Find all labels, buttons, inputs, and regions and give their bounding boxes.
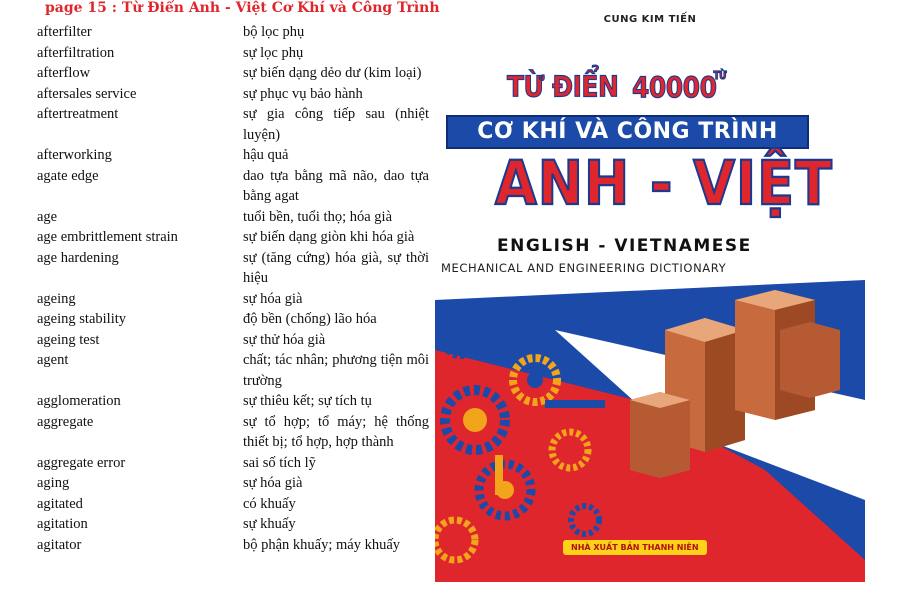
- entry-definition: hậu quả: [243, 147, 289, 163]
- entry-term: agate edge: [37, 167, 99, 184]
- dictionary-entry: [37, 514, 432, 535]
- entry-definition: sự thử hóa già: [243, 331, 326, 348]
- entry-definition: sự lọc phụ: [243, 44, 304, 61]
- cover-word-count: [632, 71, 726, 104]
- entry-term: afterfiltration: [37, 44, 115, 61]
- dictionary-entry: [37, 227, 432, 248]
- dictionary-entry: [37, 248, 432, 289]
- entry-definition: sự thiêu kết; sự tích tụ: [243, 393, 372, 409]
- dictionary-entry: [37, 309, 432, 330]
- entry-term: age hardening: [37, 249, 119, 266]
- page-title: page 15 : Từ Điển Anh - Việt Cơ Khí và Công Trình: [45, 0, 440, 16]
- dictionary-entry: [37, 473, 432, 494]
- entry-term: aggregate error: [37, 454, 126, 471]
- dictionary-entry: [37, 330, 432, 351]
- entry-term: age: [37, 208, 58, 225]
- cover-english-title: ENGLISH - VIETNAMESE: [497, 236, 752, 256]
- entry-definition: sai số tích lỹ: [243, 454, 316, 471]
- entry-definition: sự biến dạng dẻo dư (kim loại): [243, 65, 422, 81]
- dictionary-entries: [37, 22, 432, 584]
- dictionary-entry: [37, 104, 432, 145]
- cover-english-subtitle: MECHANICAL AND ENGINEERING DICTIONARY: [441, 261, 727, 275]
- entry-term: afterworking: [37, 147, 112, 163]
- entry-definition: bộ phận khuấy; máy khuấy: [243, 536, 401, 553]
- dictionary-entry: [37, 145, 432, 166]
- entry-term: aftertreatment: [37, 106, 119, 122]
- entry-term: ageing test: [37, 331, 100, 348]
- entry-definition: có khuấy: [243, 495, 296, 512]
- dictionary-entry: [37, 22, 432, 43]
- cover-main-title: ANH - VIỆT: [495, 148, 833, 219]
- entry-term: ageing: [37, 290, 76, 307]
- cover-title-prefix: TỪ ĐIỂN: [507, 69, 619, 104]
- cover-author: CUNG KIM TIẾN: [603, 14, 697, 25]
- entry-term: agitator: [37, 536, 82, 553]
- entry-term: aftersales service: [37, 85, 137, 102]
- entry-definition: sự gia công tiếp sau (nhiệt luyện): [243, 106, 429, 143]
- dictionary-entry: [37, 453, 432, 474]
- cover-publisher: NHÀ XUẤT BẢN THANH NIÊN: [563, 540, 707, 555]
- entry-definition: bộ lọc phụ: [243, 24, 305, 40]
- entry-definition: sự hóa già: [243, 475, 303, 491]
- dictionary-entry: [37, 207, 432, 228]
- entry-definition: sự biến dạng giòn khi hóa già: [243, 229, 415, 245]
- entry-definition: dao tựa bằng mã não, dao tựa bằng agat: [243, 167, 429, 204]
- dictionary-entry: [37, 494, 432, 515]
- entry-term: agitated: [37, 495, 83, 512]
- entry-term: afterfilter: [37, 24, 92, 40]
- entry-definition: độ bền (chống) lão hóa: [243, 311, 377, 327]
- entry-definition: sự hóa già: [243, 290, 303, 307]
- entry-term: aggregate: [37, 413, 94, 430]
- entry-term: agent: [37, 352, 69, 368]
- dictionary-entry: [37, 412, 432, 453]
- cover-number: 40000: [632, 70, 717, 105]
- entry-term: age embrittlement strain: [37, 229, 178, 245]
- dictionary-entry: [37, 63, 432, 84]
- entry-term: aging: [37, 475, 70, 491]
- entry-term: ageing stability: [37, 311, 126, 327]
- entry-term: afterflow: [37, 65, 91, 81]
- entry-definition: sự (tăng cứng) hóa già, sự thời hiệu: [243, 249, 429, 286]
- dictionary-entry: [37, 350, 432, 391]
- entry-definition: sự phục vụ bảo hành: [243, 85, 363, 102]
- entry-definition: chất; tác nhân; phương tiện môi trường: [243, 352, 429, 389]
- dictionary-entry: [37, 391, 432, 412]
- entry-definition: sự khuấy: [243, 516, 296, 532]
- dictionary-entry: [37, 535, 432, 556]
- dictionary-entry: [37, 289, 432, 310]
- cover-subtitle-banner: CƠ KHÍ VÀ CÔNG TRÌNH: [446, 115, 809, 149]
- book-cover: [435, 0, 865, 582]
- dictionary-entry: [37, 84, 432, 105]
- entry-term: agitation: [37, 516, 88, 532]
- entry-term: agglomeration: [37, 393, 121, 409]
- entry-definition: tuổi bền, tuổi thọ; hóa già: [243, 208, 393, 225]
- entry-definition: sự tổ hợp; tổ máy; hệ thống thiết bị; tổ hợp, hợp thành: [243, 413, 429, 450]
- dictionary-entry: [37, 43, 432, 64]
- dictionary-entry: [37, 166, 432, 207]
- cover-number-suffix: TỪ: [713, 70, 727, 83]
